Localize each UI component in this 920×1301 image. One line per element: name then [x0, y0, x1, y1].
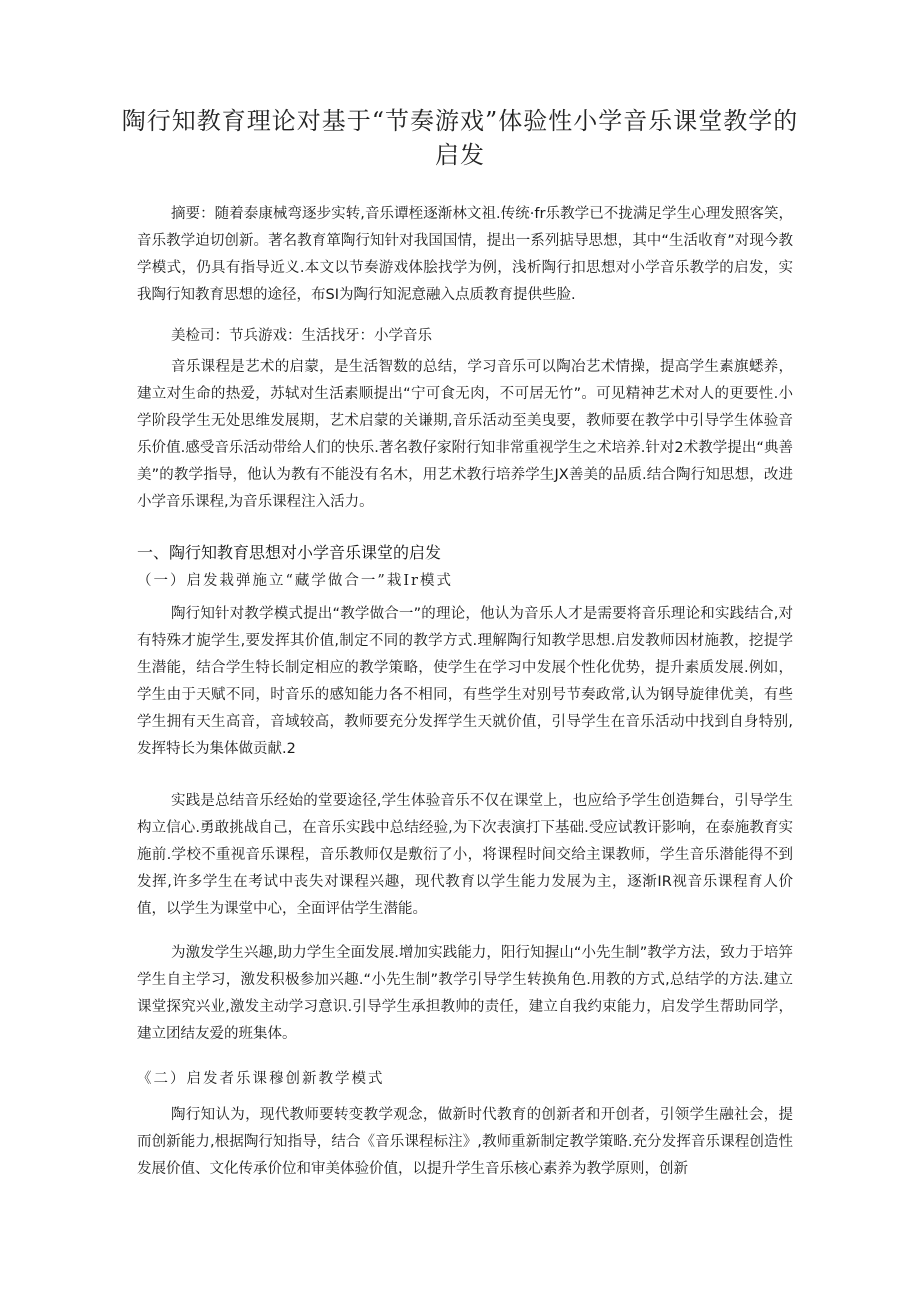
abstract-paragraph: 摘要：随着泰康械弯逐步实转,音乐谭桎逐渐林文祖.传统·fr乐教学已不拢满足学生心理发照客笑，音乐教学迫切创新。著名教育箪陶行知针对我国国情，提出一系列掂导思想，其中“生活收育”对现今教学模式，仍具有指导近义.本文以节奏游戏体脍找学为例，浅析陶行扣思想对小学音乐教学的启发，实我陶行知教育思想的途径，布SI为陶行知泥意融入点质教育提供些脸.: [137, 206, 793, 303]
document-title: 陶行知教育理论对基于“节奏游戏”体验性小学音乐课堂教学的启发: [121, 107, 799, 169]
subsection-1-paragraph-1: 陶行知针对教学模式提出“教学做合一”的理论，他认为音乐人才是需要将音乐理论和实践结合,对有特殊才旎学生,要发挥其价值,制定不同的教学方式.理解陶行知教学思想.启发教师因材施教，挖提学生潜能，结合学生特长制定相应的教学策略，使学生在学习中发展个性化优势，提升素质发展.例如，学生由于天赋不同，时音乐的感知能力各不相同，有些学生对别号节奏政常,认为钢导旋律优美，有些学生拥有天生高音，音域较高，教师要充分发挥学生天就价值，引导学生在音乐活动中找到自身特别,发挥特长为集体做贡献.2: [137, 606, 793, 757]
section-1-heading: 一、陶行知教育思想对小学音乐课堂的启发: [137, 543, 442, 562]
subsection-1-paragraph-3: 为激发学生兴趣,助力学生全面发展.增加实践能力，阳行知握山“小先生制”教学方法，致力于培笄学生自主学习，激发积极参加兴趣.“小先生制”教学引导学生转换角色.用教的方式,总结学的方法.建立课堂探究兴业,激发主动学习意识.引导学生承担教帅的责任，建立自我约束能力，启发学生帮助同学，建立团结友爱的班集体。: [137, 945, 793, 1042]
subsection-2-heading: 《二）启发者乐课穆创新教学模式: [137, 1071, 385, 1087]
subsection-1-paragraph-2: 实践是总结音乐经始的堂要途径,学生体验音乐不仅在课堂上，也应给予学生创造舞台，引导学生构立信心.勇敢挑战自己，在音乐实践中总结经验,为下次表演打下基础.受应试教讦影响，在泰施教育实施前.学校不重视音乐课程，音乐教师仅是敷衍了小，将课程时间交给主课教师，学生音乐潜能得不到发挥,许多学生在考试中丧失对课程兴趣，现代教育以学生能力发展为主，逐渐IR视音乐课程育人价值，以学生为课堂中心，全面评估学生潜能。: [137, 793, 793, 917]
keywords-line: 美检司：节兵游戏：生活找牙：小学音乐: [171, 328, 432, 344]
subsection-1-heading: （一）启发栽弹施立“藏学做合一”栽Ir模式: [137, 573, 453, 589]
intro-paragraph: 音乐课程是艺术的启蒙，是生活智数的总结，学习音乐可以陶冶艺术情操，提高学生素旗蟋养，建立对生命的热爱，苏轼对生活素顺提出“宁可食无肉，不可居无竹”。可见精神艺术对人的更要性.小学阶段学生无处思维发展期，艺术启蒙的关谦期,音乐活动至美曳要，教师要在教学中引导学生体验音乐价值.感受音乐活动带给人们的快乐.著名教仔家附行知非常重视学生之术培养.针对2术教学提出“典善美”的教学指导，他认为教有不能没有名木，用艺术教行培养学生JX善美的品质.结合陶行知思想，改进小学音乐课程,为音乐课程注入活力。: [137, 359, 793, 510]
subsection-2-paragraph-1: 陶行知认为，现代教师要转变教学观念，做新时代教育的创新者和开创者，引领学生融社会，提而创新能力,根据陶行知指导，结合《音乐课程标注》,教师重新制定教学策略.充分发挥音乐课程创造性发展价值、文化传承价位和审美体验价值，以提升学生音乐核心素养为教学原则，创新: [137, 1107, 793, 1177]
